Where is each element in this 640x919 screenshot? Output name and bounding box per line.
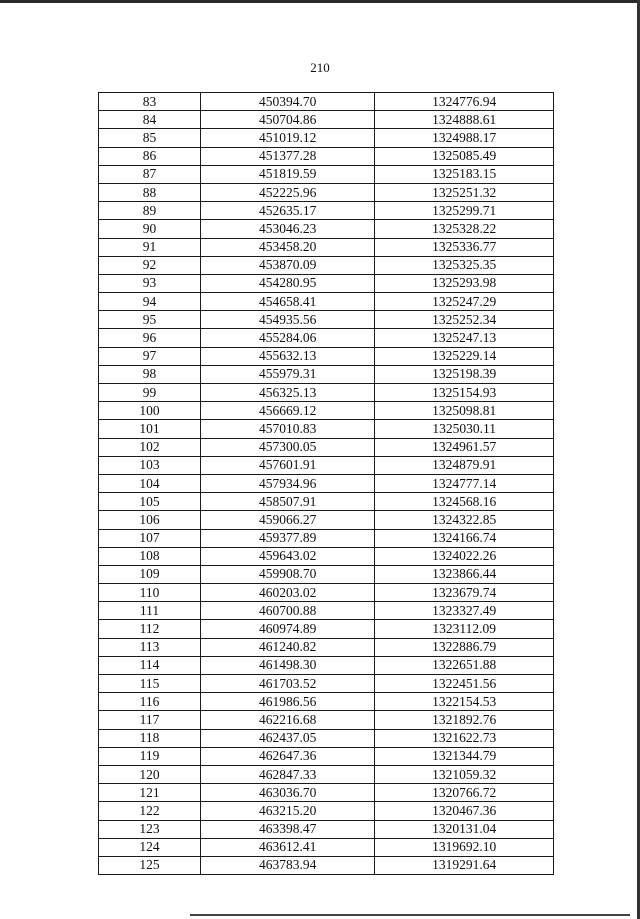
table-row <box>99 656 554 674</box>
point-number-cell: 97 <box>99 347 201 365</box>
point-number-cell: 113 <box>99 638 201 656</box>
point-number-cell: 85 <box>99 129 201 147</box>
y-coordinate-cell: 1324568.16 <box>375 493 554 511</box>
point-number-cell: 92 <box>99 256 201 274</box>
y-coordinate-cell: 1324322.85 <box>375 511 554 529</box>
table-row <box>99 438 554 456</box>
y-coordinate-cell: 1325299.71 <box>375 202 554 220</box>
point-number-cell: 107 <box>99 529 201 547</box>
table-row <box>99 129 554 147</box>
point-number-cell: 88 <box>99 183 201 201</box>
y-coordinate-cell: 1325336.77 <box>375 238 554 256</box>
page-edge-bottom <box>190 914 630 916</box>
table-row <box>99 384 554 402</box>
x-coordinate-cell: 450704.86 <box>200 111 375 129</box>
y-coordinate-cell: 1321622.73 <box>375 729 554 747</box>
y-coordinate-cell: 1321344.79 <box>375 747 554 765</box>
y-coordinate-cell: 1320467.36 <box>375 802 554 820</box>
x-coordinate-cell: 460203.02 <box>200 584 375 602</box>
point-number-cell: 99 <box>99 384 201 402</box>
table-row <box>99 293 554 311</box>
x-coordinate-cell: 455284.06 <box>200 329 375 347</box>
table-row <box>99 311 554 329</box>
y-coordinate-cell: 1322886.79 <box>375 638 554 656</box>
table-row <box>99 638 554 656</box>
table-row <box>99 274 554 292</box>
point-number-cell: 124 <box>99 838 201 856</box>
x-coordinate-cell: 453046.23 <box>200 220 375 238</box>
x-coordinate-cell: 461703.52 <box>200 675 375 693</box>
point-number-cell: 123 <box>99 820 201 838</box>
point-number-cell: 95 <box>99 311 201 329</box>
table-row <box>99 584 554 602</box>
x-coordinate-cell: 453870.09 <box>200 256 375 274</box>
x-coordinate-cell: 463612.41 <box>200 838 375 856</box>
x-coordinate-cell: 459066.27 <box>200 511 375 529</box>
y-coordinate-cell: 1324776.94 <box>375 93 554 111</box>
x-coordinate-cell: 463215.20 <box>200 802 375 820</box>
x-coordinate-cell: 454658.41 <box>200 293 375 311</box>
y-coordinate-cell: 1324166.74 <box>375 529 554 547</box>
table-row <box>99 147 554 165</box>
x-coordinate-cell: 452225.96 <box>200 183 375 201</box>
y-coordinate-cell: 1325183.15 <box>375 165 554 183</box>
x-coordinate-cell: 451377.28 <box>200 147 375 165</box>
y-coordinate-cell: 1325247.13 <box>375 329 554 347</box>
y-coordinate-cell: 1320131.04 <box>375 820 554 838</box>
x-coordinate-cell: 457934.96 <box>200 474 375 492</box>
x-coordinate-cell: 456669.12 <box>200 402 375 420</box>
table-body <box>99 93 554 875</box>
table-row <box>99 602 554 620</box>
y-coordinate-cell: 1321059.32 <box>375 765 554 783</box>
y-coordinate-cell: 1323866.44 <box>375 565 554 583</box>
table-row <box>99 784 554 802</box>
point-number-cell: 86 <box>99 147 201 165</box>
point-number-cell: 104 <box>99 474 201 492</box>
point-number-cell: 108 <box>99 547 201 565</box>
point-number-cell: 91 <box>99 238 201 256</box>
table-row <box>99 165 554 183</box>
point-number-cell: 114 <box>99 656 201 674</box>
x-coordinate-cell: 463398.47 <box>200 820 375 838</box>
table-row <box>99 420 554 438</box>
point-number-cell: 84 <box>99 111 201 129</box>
page-number: 210 <box>310 60 330 75</box>
coordinate-table <box>98 92 554 875</box>
y-coordinate-cell: 1325251.32 <box>375 183 554 201</box>
x-coordinate-cell: 456325.13 <box>200 384 375 402</box>
point-number-cell: 83 <box>99 93 201 111</box>
table-row <box>99 111 554 129</box>
point-number-cell: 119 <box>99 747 201 765</box>
point-number-cell: 112 <box>99 620 201 638</box>
point-number-cell: 122 <box>99 802 201 820</box>
y-coordinate-cell: 1325085.49 <box>375 147 554 165</box>
x-coordinate-cell: 451819.59 <box>200 165 375 183</box>
table-row <box>99 347 554 365</box>
table-row <box>99 456 554 474</box>
point-number-cell: 94 <box>99 293 201 311</box>
point-number-cell: 90 <box>99 220 201 238</box>
y-coordinate-cell: 1324961.57 <box>375 438 554 456</box>
point-number-cell: 117 <box>99 711 201 729</box>
point-number-cell: 102 <box>99 438 201 456</box>
x-coordinate-cell: 461498.30 <box>200 656 375 674</box>
x-coordinate-cell: 455632.13 <box>200 347 375 365</box>
y-coordinate-cell: 1322154.53 <box>375 693 554 711</box>
point-number-cell: 111 <box>99 602 201 620</box>
point-number-cell: 125 <box>99 856 201 874</box>
y-coordinate-cell: 1321892.76 <box>375 711 554 729</box>
x-coordinate-cell: 462647.36 <box>200 747 375 765</box>
x-coordinate-cell: 453458.20 <box>200 238 375 256</box>
point-number-cell: 100 <box>99 402 201 420</box>
table-row <box>99 693 554 711</box>
x-coordinate-cell: 460974.89 <box>200 620 375 638</box>
table-row <box>99 329 554 347</box>
table-row <box>99 838 554 856</box>
y-coordinate-cell: 1324777.14 <box>375 474 554 492</box>
table-row <box>99 402 554 420</box>
y-coordinate-cell: 1325247.29 <box>375 293 554 311</box>
y-coordinate-cell: 1319692.10 <box>375 838 554 856</box>
y-coordinate-cell: 1324022.26 <box>375 547 554 565</box>
y-coordinate-cell: 1325325.35 <box>375 256 554 274</box>
x-coordinate-cell: 455979.31 <box>200 365 375 383</box>
table-row <box>99 493 554 511</box>
point-number-cell: 101 <box>99 420 201 438</box>
x-coordinate-cell: 461240.82 <box>200 638 375 656</box>
table-row <box>99 765 554 783</box>
x-coordinate-cell: 458507.91 <box>200 493 375 511</box>
point-number-cell: 96 <box>99 329 201 347</box>
x-coordinate-cell: 462216.68 <box>200 711 375 729</box>
table-row <box>99 820 554 838</box>
table-row <box>99 202 554 220</box>
y-coordinate-cell: 1325098.81 <box>375 402 554 420</box>
y-coordinate-cell: 1325198.39 <box>375 365 554 383</box>
y-coordinate-cell: 1324888.61 <box>375 111 554 129</box>
y-coordinate-cell: 1323112.09 <box>375 620 554 638</box>
x-coordinate-cell: 459377.89 <box>200 529 375 547</box>
table-row <box>99 529 554 547</box>
y-coordinate-cell: 1325293.98 <box>375 274 554 292</box>
point-number-cell: 118 <box>99 729 201 747</box>
table-row <box>99 802 554 820</box>
x-coordinate-cell: 462847.33 <box>200 765 375 783</box>
x-coordinate-cell: 461986.56 <box>200 693 375 711</box>
point-number-cell: 109 <box>99 565 201 583</box>
y-coordinate-cell: 1325229.14 <box>375 347 554 365</box>
point-number-cell: 116 <box>99 693 201 711</box>
table-row <box>99 675 554 693</box>
x-coordinate-cell: 457601.91 <box>200 456 375 474</box>
x-coordinate-cell: 463783.94 <box>200 856 375 874</box>
y-coordinate-cell: 1322651.88 <box>375 656 554 674</box>
table-row <box>99 620 554 638</box>
x-coordinate-cell: 452635.17 <box>200 202 375 220</box>
table-row <box>99 711 554 729</box>
point-number-cell: 93 <box>99 274 201 292</box>
table-row <box>99 547 554 565</box>
point-number-cell: 120 <box>99 765 201 783</box>
y-coordinate-cell: 1322451.56 <box>375 675 554 693</box>
table-row <box>99 856 554 874</box>
y-coordinate-cell: 1325252.34 <box>375 311 554 329</box>
point-number-cell: 87 <box>99 165 201 183</box>
table-row <box>99 238 554 256</box>
point-number-cell: 89 <box>99 202 201 220</box>
point-number-cell: 110 <box>99 584 201 602</box>
x-coordinate-cell: 459908.70 <box>200 565 375 583</box>
table-row <box>99 183 554 201</box>
y-coordinate-cell: 1325154.93 <box>375 384 554 402</box>
table-row <box>99 93 554 111</box>
table-row <box>99 729 554 747</box>
table-row <box>99 747 554 765</box>
table-row <box>99 565 554 583</box>
y-coordinate-cell: 1323327.49 <box>375 602 554 620</box>
y-coordinate-cell: 1323679.74 <box>375 584 554 602</box>
x-coordinate-cell: 454935.56 <box>200 311 375 329</box>
point-number-cell: 105 <box>99 493 201 511</box>
table-row <box>99 220 554 238</box>
x-coordinate-cell: 460700.88 <box>200 602 375 620</box>
x-coordinate-cell: 454280.95 <box>200 274 375 292</box>
table-row <box>99 511 554 529</box>
y-coordinate-cell: 1319291.64 <box>375 856 554 874</box>
x-coordinate-cell: 457300.05 <box>200 438 375 456</box>
point-number-cell: 121 <box>99 784 201 802</box>
x-coordinate-cell: 451019.12 <box>200 129 375 147</box>
x-coordinate-cell: 462437.05 <box>200 729 375 747</box>
point-number-cell: 98 <box>99 365 201 383</box>
x-coordinate-cell: 450394.70 <box>200 93 375 111</box>
x-coordinate-cell: 457010.83 <box>200 420 375 438</box>
y-coordinate-cell: 1324988.17 <box>375 129 554 147</box>
y-coordinate-cell: 1324879.91 <box>375 456 554 474</box>
x-coordinate-cell: 463036.70 <box>200 784 375 802</box>
point-number-cell: 106 <box>99 511 201 529</box>
point-number-cell: 103 <box>99 456 201 474</box>
y-coordinate-cell: 1325328.22 <box>375 220 554 238</box>
table-row <box>99 365 554 383</box>
y-coordinate-cell: 1325030.11 <box>375 420 554 438</box>
y-coordinate-cell: 1320766.72 <box>375 784 554 802</box>
table-row <box>99 474 554 492</box>
table-row <box>99 256 554 274</box>
point-number-cell: 115 <box>99 675 201 693</box>
x-coordinate-cell: 459643.02 <box>200 547 375 565</box>
page-edge-top <box>0 0 640 3</box>
